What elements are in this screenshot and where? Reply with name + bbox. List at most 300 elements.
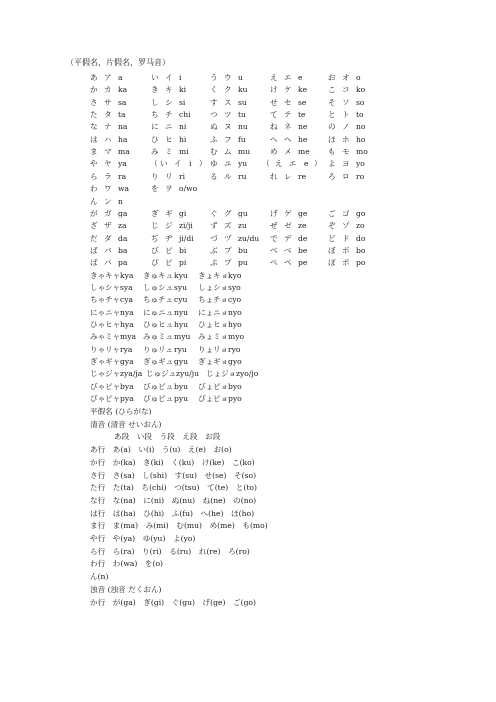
kana-cell: フ [224, 134, 232, 144]
kana-cell: ク [224, 85, 232, 95]
kana-cell: にゃ [90, 307, 106, 317]
kana-cell: ち [151, 110, 159, 120]
kana-cell: ミ [165, 147, 173, 157]
kana-cell: て [270, 110, 278, 120]
kana-row [0, 245, 496, 257]
kana-cell: ぢ [151, 233, 159, 243]
kana-cell: ヨ [342, 159, 350, 169]
kana-cell: re [298, 171, 307, 181]
kana-cell: o/wo [179, 184, 198, 194]
kana-cell: ya [118, 159, 127, 169]
kana-cell: リュ [158, 344, 173, 354]
kana-cell: zyo/jo [236, 369, 259, 379]
kana-cell: ギ [165, 208, 173, 218]
kana-cell: ニャ [105, 307, 121, 317]
kana-cell: ゲ [284, 208, 292, 218]
kana-cell: wa [118, 184, 130, 194]
kana-cell: ぱ [90, 258, 98, 268]
kana-cell: ら [90, 171, 98, 181]
kana-row [0, 233, 496, 245]
kana-cell: ぴゃ [90, 394, 106, 404]
kana-cell: gyu [174, 357, 189, 367]
kana-cell: ge [298, 208, 308, 218]
kana-cell: sa [118, 97, 127, 107]
document-title: （平假名，片假名，罗马音） [66, 58, 170, 67]
kana-cell: ポ [342, 258, 350, 268]
kana-cell: ちょ [198, 295, 214, 305]
kana-cell: te [298, 110, 306, 120]
kana-cell: テ [284, 110, 292, 120]
kana-cell: ペ [284, 258, 292, 268]
kana-cell: チュ [158, 295, 173, 305]
kana-cell: ヤ [104, 159, 112, 169]
kana-cell: ji/di [179, 233, 194, 243]
kana-cell: o [356, 73, 361, 82]
kana-cell: ko [356, 85, 366, 95]
kana-cell: び [151, 245, 159, 255]
kana-cell: バ [104, 245, 112, 255]
kana-cell: りゃ [90, 344, 106, 354]
kana-cell: あ [90, 73, 98, 82]
kana-cell: と [328, 110, 336, 120]
kana-cell: りょ [198, 344, 214, 354]
gojuon-line: や行 や(ya) ゆ(yu) よ(yo) [90, 534, 196, 543]
kana-cell: ブ [224, 245, 232, 255]
kana-row [0, 84, 496, 96]
kana-cell: きゃ [90, 270, 106, 280]
kana-cell: ro [356, 171, 365, 181]
kana-cell: ボ [342, 245, 350, 255]
kana-cell: ド [342, 233, 350, 243]
kana-cell: みょ [198, 332, 214, 342]
kana-cell: ピ [165, 258, 173, 268]
kana-cell: ピャ [105, 394, 121, 404]
kana-cell: べ [270, 245, 278, 255]
kana-cell: ざ [90, 221, 98, 231]
kana-cell: kyu [174, 270, 188, 280]
kana-cell: しゃ [90, 282, 106, 292]
gojuon-line: あ行 あ(a) い(i) う(u) え(e) お(o) [90, 445, 232, 455]
kana-cell: e [304, 159, 309, 169]
kana-row [0, 208, 496, 220]
kana-cell: う [210, 73, 218, 82]
kana-cell: ヒュ [158, 320, 174, 329]
kana-cell: me [298, 147, 310, 157]
kana-row [0, 381, 496, 393]
kana-cell: す [210, 97, 218, 107]
kana-cell: no [356, 122, 366, 132]
kana-cell: cya [120, 295, 134, 305]
kana-cell: ヌ [224, 122, 232, 132]
kana-cell: ka [118, 85, 128, 95]
kana-cell: セ [284, 97, 292, 107]
kana-cell: ki [179, 85, 187, 95]
kana-cell: si [179, 97, 186, 107]
kana-cell: ぎゃ [90, 357, 106, 367]
kana-cell: にょ [198, 307, 214, 317]
kana-cell: kyo [228, 270, 242, 280]
kana-cell: ぜ [270, 221, 278, 231]
kana-cell: ひゃ [90, 320, 106, 329]
kana-cell: ほ [328, 134, 336, 144]
kana-cell: りゅ [143, 344, 159, 354]
kana-cell: お [328, 73, 336, 82]
kana-cell: ワ [104, 184, 112, 194]
kana-cell: hi [179, 134, 187, 144]
kana-cell: ショ [213, 282, 229, 292]
kana-cell: さ [90, 97, 98, 107]
kana-cell: zyu/ju [176, 369, 199, 379]
kana-cell: ひょ [198, 320, 214, 329]
kana-cell: びゅ [143, 381, 159, 391]
kana-row [0, 97, 496, 109]
kana-cell: ビ [165, 245, 173, 255]
kana-cell: ゆ [210, 159, 218, 169]
kana-cell: ニ [165, 122, 173, 132]
kana-cell: る [210, 171, 218, 181]
kana-cell: し [151, 97, 159, 107]
kana-cell: pi [179, 258, 187, 268]
kana-cell: ぶ [210, 245, 218, 255]
kana-cell: ミョ [213, 332, 229, 342]
kana-cell: bu [238, 245, 248, 255]
kana-cell: syo [228, 282, 241, 292]
kana-cell: グ [224, 208, 232, 218]
kana-row [0, 158, 496, 170]
kana-cell: イ [174, 159, 182, 169]
kana-cell: ru [238, 171, 247, 181]
kana-cell: よ [328, 159, 336, 169]
kana-cell: to [356, 110, 364, 120]
kana-cell: ta [118, 110, 126, 120]
kana-row [0, 109, 496, 121]
kana-cell: fu [238, 134, 246, 144]
kana-cell: た [90, 110, 98, 120]
gojuon-line: は行 は(ha) ひ(hi) ふ(fu) へ(he) ほ(ho) [90, 508, 255, 518]
kana-cell: hya [120, 320, 134, 329]
kana-cell: ヅ [224, 233, 232, 243]
gojuon-line: か行 が(ga) ぎ(gi) ぐ(gu) げ(ge) ご(go) [90, 597, 256, 607]
kana-cell: myo [228, 332, 245, 342]
kana-cell: pu [238, 258, 248, 268]
kana-cell: i [189, 159, 192, 169]
kana-cell: シュ [158, 282, 174, 292]
kana-cell: り [151, 171, 159, 181]
kana-cell: ロ [342, 171, 350, 181]
kana-cell: そ [328, 97, 336, 107]
kana-cell: ぎ [151, 208, 159, 218]
kana-cell: ぐ [210, 208, 218, 218]
kana-cell: な [90, 122, 98, 132]
kana-cell: myu [174, 332, 191, 342]
kana-cell: く [210, 85, 218, 95]
kana-cell: ビャ [105, 381, 121, 391]
kana-cell: ギャ [105, 357, 121, 367]
kana-cell: se [298, 97, 307, 107]
kana-cell: da [118, 233, 128, 243]
kana-cell: びゃ [90, 381, 106, 391]
kana-cell: e [298, 73, 303, 82]
kana-cell: じょ [206, 369, 222, 379]
kana-cell: ニョ [213, 307, 229, 317]
kana-cell: シャ [105, 282, 121, 292]
kana-cell: みゃ [90, 332, 106, 342]
kana-cell: de [298, 233, 308, 243]
kana-cell: nyu [174, 307, 189, 317]
kana-cell: オ [342, 73, 350, 82]
kana-cell: ミャ [105, 332, 121, 342]
kana-cell: みゅ [143, 332, 159, 342]
kana-row [0, 294, 496, 306]
kana-cell: nu [238, 122, 248, 132]
kana-cell: イ [165, 73, 173, 82]
kana-cell: ぴ [151, 258, 159, 268]
kana-cell: ぽ [328, 258, 336, 268]
kana-cell: ma [118, 147, 130, 157]
kana-cell: ニュ [158, 307, 174, 317]
kana-cell: pyu [174, 394, 189, 404]
kana-cell: リョ [213, 344, 228, 354]
kana-cell: パ [104, 258, 112, 268]
kana-cell: エ [289, 159, 297, 169]
kana-cell: ム [224, 147, 232, 157]
kana-cell: ご [328, 208, 336, 218]
kana-cell: カ [104, 85, 112, 95]
kana-cell: で [270, 233, 278, 243]
kana-cell: ト [342, 110, 350, 120]
gojuon-line: さ行 さ(sa) し(shi) す(su) せ(se) そ(so) [90, 470, 257, 480]
kana-cell: きゅ [143, 270, 159, 280]
kana-cell: ze [298, 221, 307, 231]
kana-cell: ギュ [158, 357, 174, 367]
kana-cell: pe [298, 258, 308, 268]
kana-cell: ぎょ [198, 357, 214, 367]
kana-cell: い [160, 159, 168, 169]
kana-cell: を [151, 184, 159, 194]
section-heading: 平假名 (ひらがな) [90, 407, 152, 416]
kana-cell: ジャ [105, 369, 121, 379]
kana-cell: キョ [213, 270, 229, 280]
kana-cell: ぴゅ [143, 394, 159, 404]
gojuon-line: た行 た(ta) ち(chi) つ(tsu) て(te) と(to) [90, 483, 257, 493]
gojuon-line: か行 か(ka) き(ki) く(ku) け(ke) こ(ko) [90, 457, 255, 467]
kana-cell: ra [118, 171, 127, 181]
kana-cell: he [298, 134, 308, 144]
kana-cell: ミュ [158, 332, 174, 342]
kana-row [0, 393, 496, 405]
kana-cell: ソ [342, 97, 350, 107]
kana-row [0, 307, 496, 319]
kana-cell: zu [238, 221, 247, 231]
kana-cell: ri [179, 171, 186, 181]
kana-row [0, 331, 496, 343]
kana-row [0, 171, 496, 183]
kana-row [0, 220, 496, 232]
kana-cell: ジュ [161, 369, 177, 379]
kana-cell: リャ [105, 344, 120, 354]
kana-cell: zya/ja [120, 369, 143, 379]
kana-cell: ふ [210, 134, 218, 144]
kana-cell: nya [120, 307, 134, 317]
kana-cell: po [356, 258, 366, 268]
kana-cell: ス [224, 97, 232, 107]
kana-cell: ゴ [342, 208, 350, 218]
kana-cell: tu [238, 110, 246, 120]
kana-cell: しゅ [143, 282, 159, 292]
kana-cell: （ [150, 159, 158, 169]
kana-cell: じ [151, 221, 159, 231]
kana-cell: ho [356, 134, 366, 144]
kana-cell: mi [179, 147, 189, 157]
kana-cell: が [90, 208, 98, 218]
kana-cell: hyo [228, 320, 242, 329]
kana-cell: も [328, 147, 336, 157]
kana-cell: ジ [165, 221, 173, 231]
kana-cell: ホ [342, 134, 350, 144]
kana-cell: チョ [213, 295, 228, 305]
kana-cell: メ [284, 147, 292, 157]
kana-row [0, 121, 496, 133]
kana-cell: zu/du [238, 233, 260, 243]
kana-cell: ナ [104, 122, 112, 132]
kana-cell: mo [356, 147, 368, 157]
kana-cell: せ [270, 97, 278, 107]
kana-cell: ビュ [158, 381, 174, 391]
kana-cell: ぞ [328, 221, 336, 231]
kana-cell: ジョ [221, 369, 237, 379]
kana-cell: ぎゅ [143, 357, 159, 367]
kana-cell: ツ [224, 110, 232, 120]
gojuon-line: ら行 ら(ra) り(ri) る(ru) れ(re) ろ(ro) [90, 546, 250, 556]
kana-cell: pyo [228, 394, 242, 404]
kana-cell: ke [298, 85, 308, 95]
kana-cell: ギョ [213, 357, 229, 367]
kana-cell: cyu [174, 295, 188, 305]
kana-cell: デ [284, 233, 292, 243]
kana-cell: マ [104, 147, 112, 157]
kana-cell: ケ [284, 85, 292, 95]
kana-cell: u [238, 73, 243, 82]
kana-cell: ユ [224, 159, 232, 169]
kana-cell: ヒョ [213, 320, 229, 329]
kana-cell: be [298, 245, 308, 255]
kana-cell: は [90, 134, 98, 144]
kana-cell: gi [179, 208, 187, 218]
kana-cell: bo [356, 245, 366, 255]
kana-cell: サ [104, 97, 112, 107]
kana-cell: ba [118, 245, 128, 255]
kana-cell: ゼ [284, 221, 292, 231]
kana-cell: nyo [228, 307, 242, 317]
kana-cell: ン [104, 196, 112, 206]
kana-row [0, 196, 496, 208]
kana-cell: ザ [104, 221, 112, 231]
kana-row [0, 270, 496, 282]
kana-cell: ノ [342, 122, 350, 132]
kana-cell: bi [179, 245, 187, 255]
kana-cell: ぼ [328, 245, 336, 255]
kana-cell: ズ [224, 221, 232, 231]
kana-cell: タ [104, 110, 112, 120]
kana-cell: づ [210, 233, 218, 243]
kana-cell: syu [174, 282, 188, 292]
kana-cell: れ [270, 171, 278, 181]
kana-cell: モ [342, 147, 350, 157]
kana-cell: ha [118, 134, 128, 144]
kana-cell: ゾ [342, 221, 350, 231]
kana-cell: za [118, 221, 127, 231]
kana-cell: ぷ [210, 258, 218, 268]
kana-cell: ） [314, 159, 322, 169]
kana-cell: ぴょ [198, 394, 214, 404]
kana-cell: ま [90, 147, 98, 157]
kana-cell: ku [238, 85, 248, 95]
kana-cell: レ [284, 171, 292, 181]
kana-cell: ピュ [158, 394, 174, 404]
kana-cell: ga [118, 208, 128, 218]
gojuon-line: ま行 ま(ma) み(mi) む(mu) め(me) も(mo) [90, 521, 268, 531]
kana-cell: ラ [104, 171, 112, 181]
kana-cell: ryu [174, 344, 187, 354]
kana-cell: み [151, 147, 159, 157]
section-heading: 浊音 (浊音 だくおん) [90, 584, 162, 594]
kana-cell: ル [224, 171, 232, 181]
kana-cell: ア [104, 73, 112, 82]
kana-cell: pa [118, 258, 128, 268]
kana-cell: yu [238, 159, 248, 169]
kana-cell: や [90, 159, 98, 169]
kana-cell: mu [238, 147, 251, 157]
kana-cell: ん [90, 196, 98, 206]
kana-cell: kya [120, 270, 134, 280]
kana-cell: zi/ji [179, 221, 193, 231]
kana-cell: じゅ [146, 369, 162, 379]
gojuon-line: わ行 わ(wa) を(o) [90, 559, 164, 569]
kana-cell: え [270, 73, 278, 82]
kana-cell: キ [165, 85, 173, 95]
kana-cell: ば [90, 245, 98, 255]
kana-cell: じゃ [90, 369, 106, 379]
kana-cell: na [118, 122, 128, 132]
kana-row [0, 134, 496, 146]
kana-cell: ダ [104, 233, 112, 243]
kana-row [0, 72, 496, 84]
kana-cell: n [118, 196, 123, 206]
kana-cell: か [90, 85, 98, 95]
kana-cell: ちゅ [143, 295, 159, 305]
kana-cell: リ [165, 171, 173, 181]
kana-cell: コ [342, 85, 350, 95]
kana-cell: ぬ [210, 122, 218, 132]
kana-row [0, 183, 496, 195]
kana-cell: su [238, 97, 247, 107]
kana-cell: わ [90, 184, 98, 194]
kana-cell: yo [356, 159, 365, 169]
kana-cell: （ [262, 159, 270, 169]
kana-cell: ひゅ [143, 320, 159, 329]
kana-cell: ネ [284, 122, 292, 132]
kana-cell: zo [356, 221, 365, 231]
kana-cell: ろ [328, 171, 336, 181]
kana-row [0, 356, 496, 368]
kana-cell: ハ [104, 134, 112, 144]
kana-cell: え [275, 159, 283, 169]
kana-cell: しょ [198, 282, 214, 292]
gojuon-line: あ段 い段 う段 え段 お段 [114, 432, 221, 442]
kana-cell: sya [120, 282, 133, 292]
kana-cell: ベ [284, 245, 292, 255]
kana-cell: go [356, 208, 366, 218]
